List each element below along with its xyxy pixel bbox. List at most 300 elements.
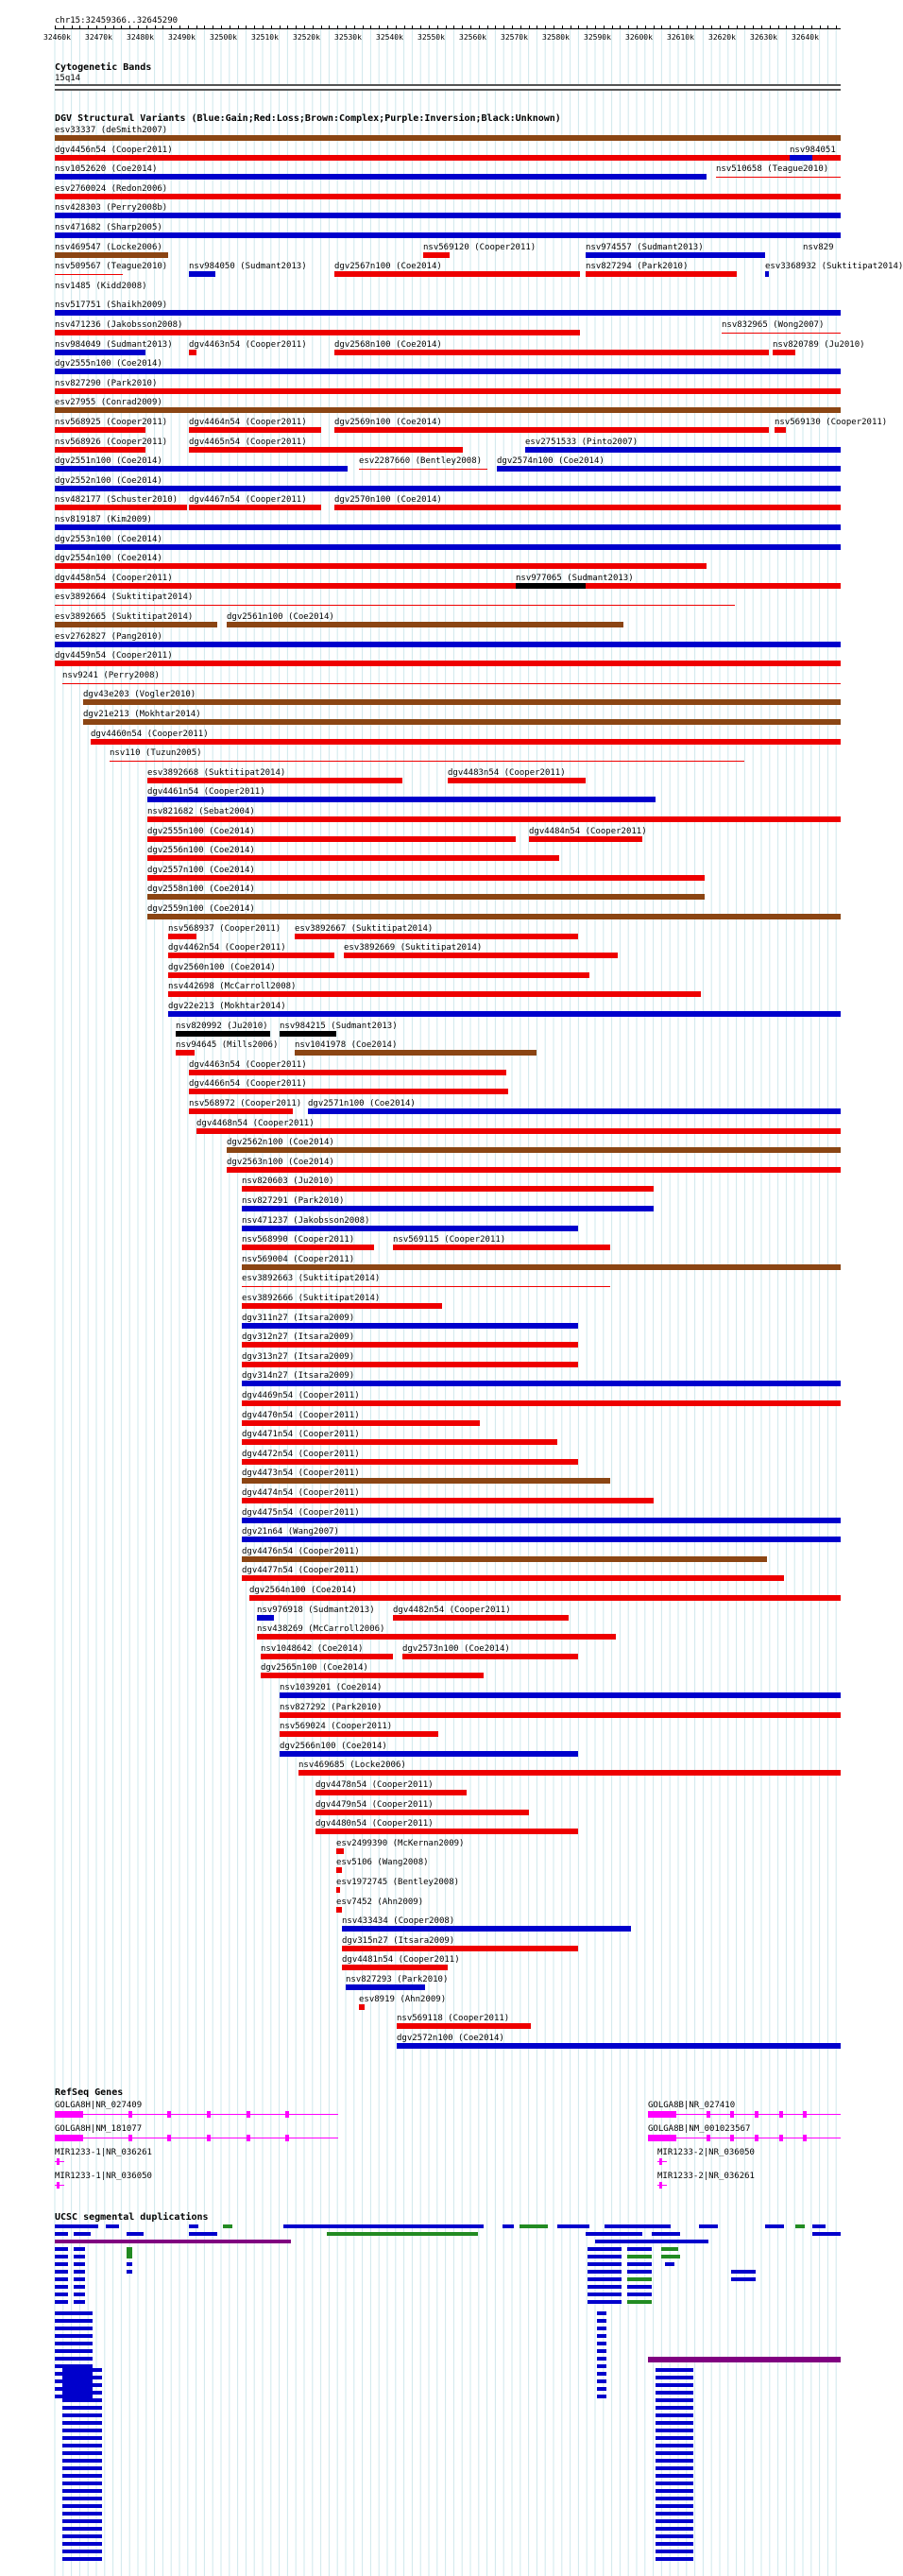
dgv-variant-bar[interactable] bbox=[55, 310, 841, 316]
segdup-block[interactable] bbox=[699, 2224, 718, 2228]
dgv-variant-bar[interactable] bbox=[189, 505, 321, 510]
dgv-variant-label[interactable]: dgv4460n54 (Cooper2011) bbox=[91, 729, 209, 739]
dgv-variant-bar[interactable] bbox=[242, 1537, 841, 1542]
dgv-variant-label[interactable]: nsv976918 (Sudmant2013) bbox=[257, 1605, 375, 1615]
segdup-block[interactable] bbox=[74, 2285, 85, 2289]
dgv-variant-bar[interactable] bbox=[242, 1381, 841, 1386]
dgv-variant-bar[interactable] bbox=[336, 1887, 340, 1893]
dgv-variant-bar[interactable] bbox=[315, 1790, 467, 1795]
dgv-variant-label[interactable]: esv2287660 (Bentley2008) bbox=[359, 456, 483, 467]
dgv-variant-bar[interactable] bbox=[168, 953, 334, 958]
segdup-block[interactable] bbox=[597, 2349, 606, 2353]
segdup-block[interactable] bbox=[656, 2429, 693, 2432]
dgv-variant-line[interactable] bbox=[359, 469, 487, 470]
dgv-variant-bar[interactable] bbox=[298, 1770, 841, 1776]
dgv-variant-bar[interactable] bbox=[261, 1673, 484, 1678]
segdup-block[interactable] bbox=[656, 2557, 693, 2561]
dgv-variant-label[interactable]: nsv568990 (Cooper2011) bbox=[242, 1235, 355, 1245]
dgv-variant-bar[interactable] bbox=[227, 622, 623, 627]
refseq-gene-label[interactable]: GOLGA8B|NR_027410 bbox=[648, 2101, 736, 2110]
refseq-gene-label[interactable]: MIR1233-2|NR_036261 bbox=[657, 2172, 755, 2181]
segdup-block[interactable] bbox=[656, 2391, 693, 2395]
refseq-gene-model[interactable] bbox=[55, 2114, 338, 2115]
dgv-variant-bar[interactable] bbox=[242, 1498, 654, 1503]
segdup-block[interactable] bbox=[127, 2262, 132, 2266]
dgv-variant-bar[interactable] bbox=[393, 1615, 569, 1621]
segdup-block[interactable] bbox=[62, 2497, 102, 2500]
dgv-variant-bar[interactable] bbox=[775, 427, 786, 433]
dgv-variant-label[interactable]: nsv569024 (Cooper2011) bbox=[280, 1722, 393, 1732]
segdup-block[interactable] bbox=[62, 2383, 102, 2387]
segdup-block[interactable] bbox=[62, 2474, 102, 2478]
segdup-block[interactable] bbox=[597, 2319, 606, 2323]
segdup-block[interactable] bbox=[656, 2497, 693, 2500]
dgv-variant-bar[interactable] bbox=[55, 427, 145, 433]
segdup-block[interactable] bbox=[62, 2406, 102, 2410]
segdup-block[interactable] bbox=[627, 2293, 652, 2296]
segdup-block[interactable] bbox=[656, 2368, 693, 2372]
dgv-variant-label[interactable]: dgv4482n54 (Cooper2011) bbox=[393, 1605, 511, 1615]
segdup-block[interactable] bbox=[189, 2224, 198, 2228]
dgv-variant-label[interactable]: dgv314n27 (Itsara2009) bbox=[242, 1371, 355, 1382]
dgv-variant-bar[interactable] bbox=[342, 1946, 578, 1951]
dgv-variant-bar[interactable] bbox=[189, 271, 215, 277]
dgv-variant-label[interactable]: nsv977065 (Sudmant2013) bbox=[516, 573, 634, 583]
dgv-variant-bar[interactable] bbox=[346, 1984, 425, 1990]
dgv-variant-label[interactable]: nsv827291 (Park2010) bbox=[242, 1196, 345, 1206]
dgv-variant-bar[interactable] bbox=[91, 739, 841, 745]
segdup-block[interactable] bbox=[656, 2383, 693, 2387]
dgv-variant-label[interactable]: dgv22e213 (Mokhtar2014) bbox=[168, 1002, 286, 1011]
dgv-variant-label[interactable]: dgv4478n54 (Cooper2011) bbox=[315, 1780, 434, 1790]
dgv-variant-label[interactable]: nsv568972 (Cooper2011) bbox=[189, 1099, 302, 1108]
dgv-variant-label[interactable]: dgv4475n54 (Cooper2011) bbox=[242, 1507, 360, 1518]
segdup-block[interactable] bbox=[62, 2519, 102, 2523]
dgv-variant-label[interactable]: esv3892669 (Suktitipat2014) bbox=[344, 943, 483, 953]
dgv-variant-label[interactable]: dgv4471n54 (Cooper2011) bbox=[242, 1430, 360, 1440]
dgv-variant-bar[interactable] bbox=[242, 1226, 578, 1231]
segdup-block[interactable] bbox=[55, 2277, 68, 2281]
segdup-block[interactable] bbox=[597, 2334, 606, 2338]
dgv-variant-bar[interactable] bbox=[242, 1478, 610, 1484]
dgv-variant-bar[interactable] bbox=[189, 427, 321, 433]
dgv-variant-label[interactable]: dgv4465n54 (Cooper2011) bbox=[189, 437, 307, 447]
dgv-variant-bar[interactable] bbox=[189, 1108, 293, 1114]
refseq-gene-label[interactable]: MIR1233-1|NR_036050 bbox=[55, 2172, 152, 2181]
segdup-block[interactable] bbox=[127, 2232, 144, 2236]
dgv-variant-bar[interactable] bbox=[529, 836, 642, 842]
dgv-variant-bar[interactable] bbox=[790, 155, 812, 161]
dgv-variant-label[interactable]: nsv469685 (Locke2006) bbox=[298, 1760, 406, 1771]
dgv-variant-label[interactable]: dgv2560n100 (Coe2014) bbox=[168, 962, 276, 972]
dgv-variant-label[interactable]: nsv829 bbox=[803, 242, 834, 252]
dgv-variant-label[interactable]: dgv4474n54 (Cooper2011) bbox=[242, 1488, 360, 1498]
segdup-block[interactable] bbox=[656, 2376, 693, 2379]
dgv-variant-line[interactable] bbox=[62, 683, 841, 684]
dgv-variant-bar[interactable] bbox=[189, 447, 463, 453]
dgv-variant-label[interactable]: dgv4470n54 (Cooper2011) bbox=[242, 1410, 360, 1420]
segdup-block[interactable] bbox=[656, 2542, 693, 2546]
dgv-variant-label[interactable]: esv3892668 (Suktitipat2014) bbox=[147, 767, 286, 778]
segdup-block[interactable] bbox=[557, 2224, 589, 2228]
dgv-variant-bar[interactable] bbox=[423, 252, 450, 258]
refseq-gene-label[interactable]: MIR1233-1|NR_036261 bbox=[55, 2148, 152, 2157]
segdup-block[interactable] bbox=[62, 2527, 102, 2531]
dgv-variant-label[interactable]: nsv974557 (Sudmant2013) bbox=[586, 242, 704, 252]
segdup-block[interactable] bbox=[656, 2534, 693, 2538]
segdup-block[interactable] bbox=[62, 2421, 102, 2425]
dgv-variant-label[interactable]: esv3892664 (Suktitipat2014) bbox=[55, 592, 194, 603]
dgv-variant-bar[interactable] bbox=[227, 1147, 841, 1153]
segdup-block[interactable] bbox=[597, 2395, 606, 2398]
dgv-variant-bar[interactable] bbox=[336, 1848, 344, 1854]
dgv-variant-label[interactable]: dgv312n27 (Itsara2009) bbox=[242, 1332, 355, 1343]
dgv-variant-label[interactable]: nsv569120 (Cooper2011) bbox=[423, 242, 537, 252]
segdup-block[interactable] bbox=[588, 2247, 622, 2251]
dgv-variant-bar[interactable] bbox=[295, 934, 578, 939]
dgv-variant-bar[interactable] bbox=[227, 1167, 841, 1173]
dgv-variant-label[interactable]: dgv2567n100 (Coe2014) bbox=[334, 262, 442, 272]
dgv-variant-label[interactable]: nsv1039201 (Coe2014) bbox=[280, 1683, 383, 1692]
dgv-variant-label[interactable]: dgv4468n54 (Cooper2011) bbox=[196, 1118, 315, 1128]
segdup-block[interactable] bbox=[661, 2255, 680, 2258]
dgv-variant-bar[interactable] bbox=[397, 2043, 841, 2049]
dgv-variant-bar[interactable] bbox=[334, 427, 769, 433]
dgv-variant-label[interactable]: dgv2554n100 (Coe2014) bbox=[55, 554, 162, 564]
segdup-block[interactable] bbox=[656, 2527, 693, 2531]
dgv-variant-label[interactable]: nsv568926 (Cooper2011) bbox=[55, 437, 168, 447]
dgv-variant-bar[interactable] bbox=[55, 369, 841, 374]
segdup-block[interactable] bbox=[62, 2482, 102, 2485]
dgv-variant-label[interactable]: nsv820992 (Ju2010) bbox=[176, 1021, 268, 1031]
dgv-variant-bar[interactable] bbox=[55, 252, 168, 258]
dgv-variant-label[interactable]: nsv569115 (Cooper2011) bbox=[393, 1235, 506, 1245]
segdup-block[interactable] bbox=[588, 2293, 622, 2296]
dgv-variant-label[interactable]: dgv4463n54 (Cooper2011) bbox=[189, 339, 307, 350]
segdup-block[interactable] bbox=[520, 2224, 548, 2228]
segdup-block[interactable] bbox=[597, 2364, 606, 2368]
dgv-variant-label[interactable]: esv8919 (Ahn2009) bbox=[359, 1994, 447, 2004]
segdup-block[interactable] bbox=[665, 2262, 674, 2266]
dgv-variant-bar[interactable] bbox=[393, 1245, 610, 1250]
dgv-variant-bar[interactable] bbox=[249, 1595, 841, 1601]
dgv-variant-bar[interactable] bbox=[55, 563, 707, 569]
dgv-variant-label[interactable]: dgv4466n54 (Cooper2011) bbox=[189, 1079, 307, 1090]
dgv-variant-label[interactable]: dgv2553n100 (Coe2014) bbox=[55, 534, 162, 544]
dgv-variant-line[interactable] bbox=[55, 605, 735, 606]
segdup-block[interactable] bbox=[62, 2459, 102, 2463]
segdup-block[interactable] bbox=[62, 2451, 102, 2455]
dgv-variant-label[interactable]: dgv2574n100 (Coe2014) bbox=[497, 456, 605, 467]
segdup-block[interactable] bbox=[55, 2240, 291, 2243]
segdup-block[interactable] bbox=[656, 2466, 693, 2470]
dgv-variant-bar[interactable] bbox=[147, 836, 516, 842]
dgv-variant-label[interactable]: dgv4472n54 (Cooper2011) bbox=[242, 1449, 360, 1459]
dgv-variant-label[interactable]: dgv2551n100 (Coe2014) bbox=[55, 456, 162, 467]
dgv-variant-bar[interactable] bbox=[242, 1420, 480, 1426]
dgv-variant-line[interactable] bbox=[55, 274, 123, 275]
dgv-variant-label[interactable]: nsv820603 (Ju2010) bbox=[242, 1176, 334, 1187]
dgv-variant-bar[interactable] bbox=[55, 583, 841, 589]
segdup-block[interactable] bbox=[55, 2232, 68, 2236]
segdup-block[interactable] bbox=[656, 2474, 693, 2478]
dgv-variant-label[interactable]: nsv984050 (Sudmant2013) bbox=[189, 262, 307, 272]
segdup-block[interactable] bbox=[595, 2240, 652, 2243]
dgv-variant-label[interactable]: esv2760024 (Redon2006) bbox=[55, 183, 168, 194]
segdup-block[interactable] bbox=[588, 2270, 622, 2274]
dgv-variant-bar[interactable] bbox=[147, 855, 559, 861]
dgv-variant-bar[interactable] bbox=[147, 875, 705, 881]
dgv-variant-bar[interactable] bbox=[147, 778, 402, 783]
segdup-block[interactable] bbox=[55, 2327, 93, 2330]
dgv-variant-bar[interactable] bbox=[242, 1245, 374, 1250]
dgv-variant-label[interactable]: nsv1048642 (Coe2014) bbox=[261, 1643, 364, 1654]
dgv-variant-label[interactable]: nsv568925 (Cooper2011) bbox=[55, 418, 168, 427]
dgv-variant-bar[interactable] bbox=[242, 1303, 442, 1309]
dgv-variant-bar[interactable] bbox=[189, 1070, 506, 1075]
dgv-variant-bar[interactable] bbox=[55, 232, 841, 238]
dgv-variant-label[interactable]: dgv311n27 (Itsara2009) bbox=[242, 1313, 355, 1323]
dgv-variant-label[interactable]: nsv1052620 (Coe2014) bbox=[55, 164, 158, 175]
dgv-variant-label[interactable]: nsv469547 (Locke2006) bbox=[55, 242, 162, 252]
segdup-block[interactable] bbox=[627, 2247, 652, 2251]
dgv-variant-label[interactable]: dgv2568n100 (Coe2014) bbox=[334, 339, 442, 350]
dgv-variant-bar[interactable] bbox=[261, 1654, 393, 1659]
dgv-variant-bar[interactable] bbox=[280, 1031, 336, 1037]
dgv-variant-bar[interactable] bbox=[242, 1362, 578, 1367]
segdup-block[interactable] bbox=[588, 2277, 622, 2281]
dgv-variant-bar[interactable] bbox=[342, 1926, 631, 1932]
segdup-block[interactable] bbox=[656, 2459, 693, 2463]
dgv-variant-label[interactable]: nsv569130 (Cooper2011) bbox=[775, 418, 888, 427]
dgv-variant-label[interactable]: nsv827293 (Park2010) bbox=[346, 1975, 449, 1984]
segdup-block[interactable] bbox=[189, 2232, 217, 2236]
dgv-variant-label[interactable]: dgv4464n54 (Cooper2011) bbox=[189, 418, 307, 427]
segdup-block[interactable] bbox=[656, 2444, 693, 2447]
segdup-block[interactable] bbox=[62, 2557, 102, 2561]
dgv-variant-bar[interactable] bbox=[295, 1050, 537, 1056]
segdup-block[interactable] bbox=[503, 2224, 514, 2228]
dgv-variant-label[interactable]: dgv4467n54 (Cooper2011) bbox=[189, 495, 307, 506]
dgv-variant-label[interactable]: esv2762827 (Pang2010) bbox=[55, 631, 162, 642]
segdup-block[interactable] bbox=[656, 2550, 693, 2553]
dgv-variant-bar[interactable] bbox=[516, 583, 586, 589]
dgv-variant-bar[interactable] bbox=[147, 894, 705, 900]
segdup-block[interactable] bbox=[55, 2262, 68, 2266]
dgv-variant-label[interactable]: dgv315n27 (Itsara2009) bbox=[342, 1935, 455, 1946]
dgv-variant-line[interactable] bbox=[110, 761, 744, 762]
segdup-block[interactable] bbox=[62, 2376, 102, 2379]
dgv-variant-label[interactable]: dgv4461n54 (Cooper2011) bbox=[147, 787, 265, 798]
dgv-variant-bar[interactable] bbox=[242, 1206, 654, 1211]
segdup-block[interactable] bbox=[588, 2262, 622, 2266]
segdup-block[interactable] bbox=[62, 2413, 102, 2417]
dgv-variant-bar[interactable] bbox=[147, 816, 841, 822]
dgv-variant-bar[interactable] bbox=[586, 271, 737, 277]
dgv-variant-bar[interactable] bbox=[242, 1518, 841, 1523]
dgv-variant-bar[interactable] bbox=[280, 1751, 578, 1757]
segdup-block[interactable] bbox=[656, 2413, 693, 2417]
dgv-variant-label[interactable]: esv3892665 (Suktitipat2014) bbox=[55, 612, 194, 622]
segdup-block[interactable] bbox=[55, 2300, 68, 2304]
dgv-variant-bar[interactable] bbox=[55, 174, 707, 180]
dgv-variant-label[interactable]: nsv471682 (Sharp2005) bbox=[55, 223, 162, 232]
dgv-variant-label[interactable]: nsv471236 (Jakobsson2008) bbox=[55, 320, 183, 330]
dgv-variant-bar[interactable] bbox=[242, 1400, 841, 1406]
segdup-block[interactable] bbox=[812, 2232, 841, 2236]
segdup-block[interactable] bbox=[652, 2232, 680, 2236]
dgv-variant-label[interactable]: dgv2556n100 (Coe2014) bbox=[147, 846, 255, 856]
segdup-block[interactable] bbox=[765, 2224, 784, 2228]
dgv-variant-bar[interactable] bbox=[55, 524, 841, 530]
segdup-block[interactable] bbox=[55, 2334, 93, 2338]
dgv-variant-line[interactable] bbox=[722, 333, 841, 334]
dgv-variant-bar[interactable] bbox=[55, 661, 841, 666]
dgv-variant-label[interactable]: nsv442698 (McCarroll2008) bbox=[168, 982, 297, 992]
segdup-block[interactable] bbox=[586, 2232, 642, 2236]
dgv-variant-label[interactable]: dgv313n27 (Itsara2009) bbox=[242, 1351, 355, 1362]
dgv-variant-label[interactable]: nsv94645 (Mills2006) bbox=[176, 1040, 279, 1051]
dgv-variant-bar[interactable] bbox=[168, 972, 589, 978]
segdup-block[interactable] bbox=[74, 2255, 85, 2258]
dgv-variant-label[interactable]: nsv471237 (Jakobsson2008) bbox=[242, 1215, 370, 1226]
dgv-variant-bar[interactable] bbox=[168, 1011, 841, 1017]
dgv-variant-bar[interactable] bbox=[334, 271, 580, 277]
dgv-variant-bar[interactable] bbox=[55, 505, 187, 510]
dgv-variant-label[interactable]: dgv4476n54 (Cooper2011) bbox=[242, 1546, 360, 1556]
dgv-variant-bar[interactable] bbox=[55, 407, 841, 413]
dgv-variant-label[interactable]: dgv43e203 (Vogler2010) bbox=[83, 690, 196, 700]
segdup-block[interactable] bbox=[106, 2224, 119, 2228]
dgv-variant-label[interactable]: esv3368932 (Suktitipat2014) bbox=[765, 262, 903, 272]
dgv-variant-bar[interactable] bbox=[55, 135, 841, 141]
dgv-variant-label[interactable]: dgv2564n100 (Coe2014) bbox=[249, 1586, 357, 1595]
dgv-variant-bar[interactable] bbox=[242, 1342, 578, 1348]
segdup-block[interactable] bbox=[62, 2444, 102, 2447]
segdup-block[interactable] bbox=[605, 2224, 671, 2228]
dgv-variant-label[interactable]: esv27955 (Conrad2009) bbox=[55, 398, 162, 408]
dgv-variant-bar[interactable] bbox=[168, 991, 701, 997]
dgv-variant-label[interactable]: dgv2562n100 (Coe2014) bbox=[227, 1138, 334, 1148]
segdup-block[interactable] bbox=[656, 2421, 693, 2425]
dgv-variant-label[interactable]: dgv4463n54 (Cooper2011) bbox=[189, 1059, 307, 1070]
dgv-variant-bar[interactable] bbox=[242, 1575, 784, 1581]
dgv-variant-bar[interactable] bbox=[257, 1615, 274, 1621]
refseq-gene-model[interactable] bbox=[648, 2114, 841, 2115]
dgv-variant-label[interactable]: nsv517751 (Shaikh2009) bbox=[55, 301, 168, 311]
dgv-variant-label[interactable]: dgv4483n54 (Cooper2011) bbox=[448, 767, 566, 778]
dgv-variant-label[interactable]: dgv21e213 (Mokhtar2014) bbox=[83, 710, 201, 719]
dgv-variant-bar[interactable] bbox=[55, 213, 841, 218]
dgv-variant-bar[interactable] bbox=[147, 797, 656, 802]
dgv-variant-label[interactable]: dgv2571n100 (Coe2014) bbox=[308, 1099, 416, 1108]
dgv-variant-label[interactable]: dgv2552n100 (Coe2014) bbox=[55, 475, 162, 486]
dgv-variant-bar[interactable] bbox=[448, 778, 586, 783]
dgv-variant-label[interactable]: dgv4481n54 (Cooper2011) bbox=[342, 1955, 460, 1966]
segdup-block[interactable] bbox=[656, 2489, 693, 2493]
dgv-variant-label[interactable]: dgv21n64 (Wang2007) bbox=[242, 1527, 339, 1537]
segdup-block[interactable] bbox=[62, 2512, 102, 2516]
dgv-variant-bar[interactable] bbox=[242, 1459, 578, 1465]
segdup-block[interactable] bbox=[62, 2368, 102, 2372]
dgv-variant-bar[interactable] bbox=[344, 953, 618, 958]
segdup-block[interactable] bbox=[627, 2270, 652, 2274]
segdup-block[interactable] bbox=[588, 2285, 622, 2289]
segdup-block[interactable] bbox=[55, 2349, 93, 2353]
segdup-block[interactable] bbox=[795, 2224, 805, 2228]
dgv-variant-bar[interactable] bbox=[334, 505, 841, 510]
dgv-variant-bar[interactable] bbox=[336, 1907, 342, 1913]
dgv-variant-bar[interactable] bbox=[55, 466, 348, 472]
refseq-gene-label[interactable]: GOLGA8H|NM_181077 bbox=[55, 2124, 143, 2134]
dgv-variant-label[interactable]: nsv827294 (Park2010) bbox=[586, 262, 689, 272]
segdup-block[interactable] bbox=[55, 2255, 68, 2258]
segdup-block[interactable] bbox=[55, 2319, 93, 2323]
segdup-block[interactable] bbox=[597, 2357, 606, 2361]
dgv-variant-label[interactable]: nsv984215 (Sudmant2013) bbox=[280, 1021, 398, 1031]
dgv-variant-bar[interactable] bbox=[55, 350, 145, 355]
dgv-variant-bar[interactable] bbox=[397, 2023, 531, 2029]
dgv-variant-label[interactable]: dgv4473n54 (Cooper2011) bbox=[242, 1468, 360, 1479]
segdup-block[interactable] bbox=[127, 2270, 132, 2274]
dgv-variant-bar[interactable] bbox=[242, 1556, 767, 1562]
segdup-block[interactable] bbox=[652, 2240, 708, 2243]
dgv-variant-bar[interactable] bbox=[242, 1186, 654, 1192]
segdup-block[interactable] bbox=[627, 2262, 652, 2266]
dgv-variant-bar[interactable] bbox=[280, 1712, 841, 1718]
segdup-block[interactable] bbox=[597, 2372, 606, 2376]
dgv-variant-label[interactable]: dgv4484n54 (Cooper2011) bbox=[529, 826, 647, 836]
segdup-block[interactable] bbox=[55, 2311, 93, 2315]
dgv-variant-label[interactable]: nsv827290 (Park2010) bbox=[55, 378, 158, 388]
dgv-variant-label[interactable]: nsv820789 (Ju2010) bbox=[773, 339, 865, 350]
dgv-variant-bar[interactable] bbox=[55, 194, 841, 199]
dgv-variant-bar[interactable] bbox=[280, 1731, 438, 1737]
dgv-variant-label[interactable]: dgv2566n100 (Coe2014) bbox=[280, 1741, 387, 1751]
dgv-variant-bar[interactable] bbox=[315, 1829, 578, 1834]
segdup-block[interactable] bbox=[74, 2270, 85, 2274]
segdup-block[interactable] bbox=[62, 2466, 102, 2470]
dgv-variant-label[interactable]: dgv2559n100 (Coe2014) bbox=[147, 904, 255, 914]
segdup-block[interactable] bbox=[656, 2504, 693, 2508]
segdup-block[interactable] bbox=[597, 2379, 606, 2383]
segdup-block[interactable] bbox=[223, 2224, 232, 2228]
dgv-variant-label[interactable]: nsv482177 (Schuster2010) bbox=[55, 495, 179, 506]
dgv-variant-label[interactable]: nsv819187 (Kim2009) bbox=[55, 515, 152, 524]
segdup-block[interactable] bbox=[127, 2247, 132, 2258]
dgv-variant-bar[interactable] bbox=[334, 350, 769, 355]
dgv-variant-bar[interactable] bbox=[176, 1050, 195, 1056]
segdup-block[interactable] bbox=[74, 2300, 85, 2304]
segdup-block[interactable] bbox=[74, 2232, 91, 2236]
segdup-block[interactable] bbox=[656, 2406, 693, 2410]
cytoband-bar[interactable] bbox=[55, 84, 841, 91]
dgv-variant-bar[interactable] bbox=[189, 350, 196, 355]
segdup-block[interactable] bbox=[627, 2300, 652, 2304]
dgv-variant-label[interactable]: dgv4462n54 (Cooper2011) bbox=[168, 943, 286, 953]
dgv-variant-bar[interactable] bbox=[55, 155, 841, 161]
dgv-variant-label[interactable]: esv2499390 (McKernan2009) bbox=[336, 1838, 465, 1848]
dgv-variant-label[interactable]: dgv4456n54 (Cooper2011) bbox=[55, 145, 173, 155]
dgv-variant-label[interactable]: esv2751533 (Pinto2007) bbox=[525, 437, 639, 447]
segdup-block[interactable] bbox=[62, 2534, 102, 2538]
dgv-variant-bar[interactable] bbox=[497, 466, 841, 472]
dgv-variant-label[interactable]: nsv568937 (Cooper2011) bbox=[168, 923, 281, 934]
segdup-block[interactable] bbox=[656, 2519, 693, 2523]
segdup-block[interactable] bbox=[597, 2311, 606, 2315]
dgv-variant-bar[interactable] bbox=[586, 252, 765, 258]
segdup-block[interactable] bbox=[55, 2293, 68, 2296]
